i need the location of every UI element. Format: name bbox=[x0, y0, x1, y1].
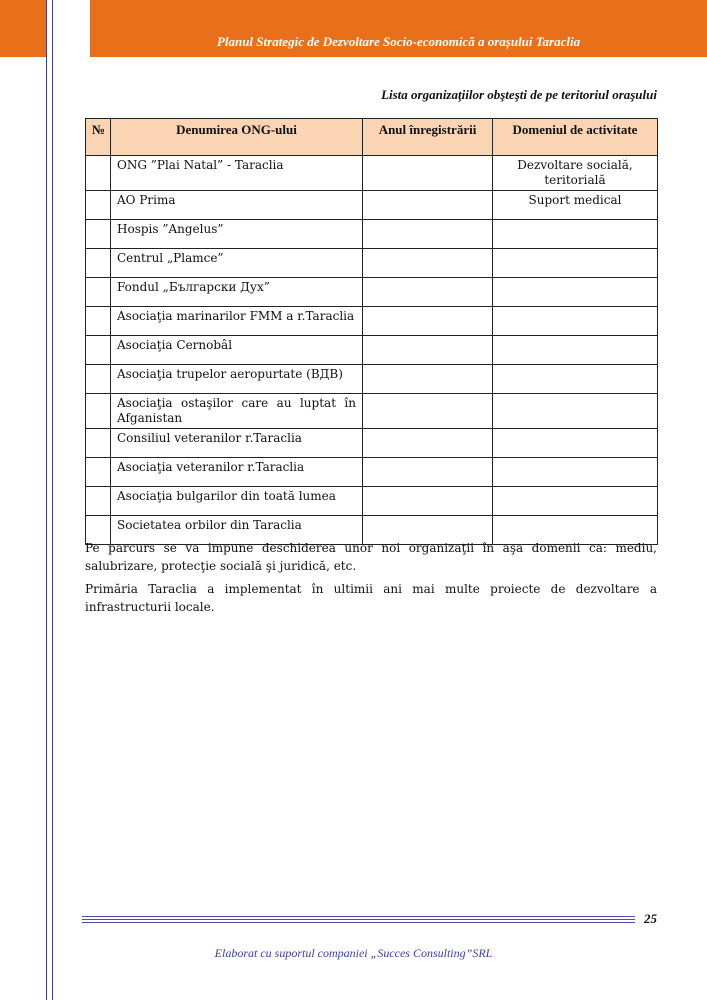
cell-activity-domain bbox=[493, 336, 658, 365]
cell-ngo-name: Asociaţia veteranilor r.Taraclia bbox=[111, 458, 363, 487]
table-row bbox=[86, 156, 658, 191]
cell-number bbox=[86, 429, 111, 458]
cell-registration-year bbox=[363, 278, 493, 307]
table-row bbox=[86, 365, 658, 394]
table-row bbox=[86, 429, 658, 458]
header-corner-block bbox=[0, 0, 46, 57]
header-number: № bbox=[86, 119, 111, 156]
cell-activity-domain bbox=[493, 278, 658, 307]
cell-number bbox=[86, 191, 111, 220]
footer-rule bbox=[82, 916, 635, 925]
cell-activity-domain bbox=[493, 220, 658, 249]
cell-activity-domain bbox=[493, 249, 658, 278]
cell-number bbox=[86, 220, 111, 249]
table-row bbox=[86, 249, 658, 278]
table-row bbox=[86, 307, 658, 336]
cell-registration-year bbox=[363, 487, 493, 516]
cell-ngo-name: Consiliul veteranilor r.Taraclia bbox=[111, 429, 363, 458]
table-row bbox=[86, 220, 658, 249]
header-title: Planul Strategic de Dezvoltare Socio-economică a orașului Taraclia bbox=[216, 34, 581, 49]
cell-registration-year bbox=[363, 394, 493, 429]
cell-number bbox=[86, 156, 111, 191]
cell-number bbox=[86, 394, 111, 429]
page-number: 25 bbox=[644, 911, 657, 926]
cell-number bbox=[86, 487, 111, 516]
cell-activity-domain bbox=[493, 429, 658, 458]
cell-activity-domain: Dezvoltare socială, teritorială bbox=[493, 156, 658, 191]
cell-registration-year bbox=[363, 458, 493, 487]
cell-number bbox=[86, 458, 111, 487]
cell-registration-year bbox=[363, 191, 493, 220]
cell-ngo-name: Hospis ”Angelus” bbox=[111, 220, 363, 249]
cell-number bbox=[86, 278, 111, 307]
cell-ngo-name: Societatea orbilor din Taraclia bbox=[111, 516, 363, 545]
header-registration-year: Anul înregistrării bbox=[363, 119, 493, 156]
cell-activity-domain bbox=[493, 307, 658, 336]
cell-ngo-name: ONG ”Plai Natal” - Taraclia bbox=[111, 156, 363, 191]
cell-registration-year bbox=[363, 365, 493, 394]
cell-registration-year bbox=[363, 307, 493, 336]
cell-ngo-name: Asociaţia marinarilor FMM a r.Taraclia bbox=[111, 307, 363, 336]
cell-number bbox=[86, 336, 111, 365]
ngo-table bbox=[85, 118, 658, 545]
header-activity-domain: Domeniul de activitate bbox=[493, 119, 658, 156]
header-ngo-name: Denumirea ONG-ului bbox=[111, 119, 363, 156]
table-caption: Lista organizaţiilor obşteşti de pe teritoriul oraşului bbox=[381, 87, 657, 102]
table-row bbox=[86, 336, 658, 365]
cell-activity-domain bbox=[493, 365, 658, 394]
cell-activity-domain bbox=[493, 487, 658, 516]
cell-ngo-name: Centrul „Plamce” bbox=[111, 249, 363, 278]
cell-registration-year bbox=[363, 220, 493, 249]
cell-number bbox=[86, 365, 111, 394]
table-row bbox=[86, 394, 658, 429]
table-row bbox=[86, 278, 658, 307]
cell-ngo-name: Asociaţia Cernobâl bbox=[111, 336, 363, 365]
left-border-line bbox=[46, 0, 47, 1000]
cell-number bbox=[86, 249, 111, 278]
cell-ngo-name: Asociaţia bulgarilor din toată lumea bbox=[111, 487, 363, 516]
cell-activity-domain: Suport medical bbox=[493, 191, 658, 220]
table-row bbox=[86, 458, 658, 487]
table-row bbox=[86, 191, 658, 220]
cell-activity-domain bbox=[493, 394, 658, 429]
cell-number bbox=[86, 307, 111, 336]
left-border-line-inner bbox=[52, 0, 53, 1000]
cell-registration-year bbox=[363, 249, 493, 278]
paragraph-infrastructure-projects: Primăria Taraclia a implementat în ultimii ani mai multe proiecte de dezvoltare a infrastructurii locale. bbox=[85, 582, 657, 614]
cell-activity-domain bbox=[493, 458, 658, 487]
footer-credit: Elaborat cu suportul companiei „Succes Consulting”SRL bbox=[214, 946, 493, 960]
cell-ngo-name: Asociaţia trupelor aeropurtate (ВДВ) bbox=[111, 365, 363, 394]
table-row bbox=[86, 487, 658, 516]
cell-registration-year bbox=[363, 336, 493, 365]
cell-ngo-name: Asociaţia ostaşilor care au luptat în Afganistan bbox=[111, 394, 363, 429]
cell-ngo-name: AO Prima bbox=[111, 191, 363, 220]
table-header-row bbox=[86, 119, 658, 156]
cell-registration-year bbox=[363, 156, 493, 191]
cell-ngo-name: Fondul „Български Дух” bbox=[111, 278, 363, 307]
paragraph-new-organizations: Pe parcurs se va impune deschiderea unor noi organizaţii în aşa domenii ca: mediu, salubrizare, protecţie socială şi juridică, etc. bbox=[85, 541, 657, 573]
cell-registration-year bbox=[363, 429, 493, 458]
